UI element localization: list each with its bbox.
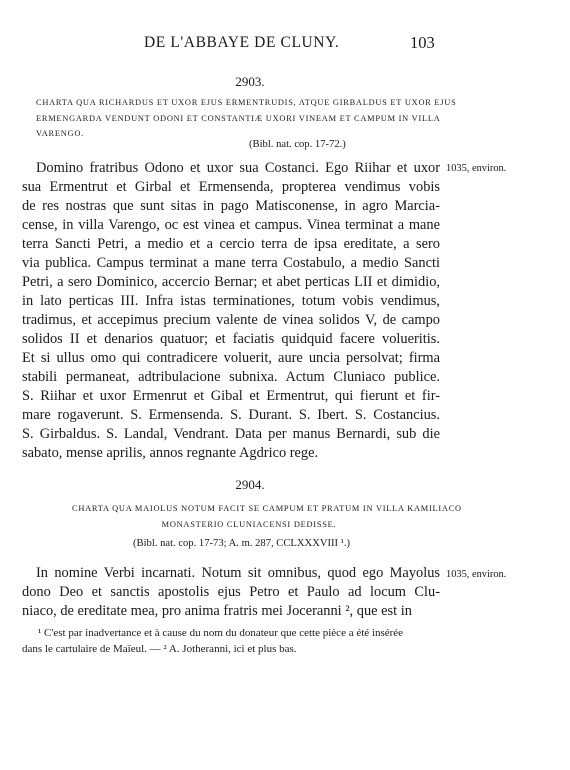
footnote-line: ¹ C'est par inadvertance et à cause du nom du donateur que cette pièce a été insérée (38, 627, 404, 639)
footnote-line: dans le cartulaire de Maïeul. — ² A. Jotheranni, ici et plus bas. (22, 643, 297, 655)
text-line: sua Ermentrut et Girbal et Ermensenda, propterea vendimus vobis (22, 179, 440, 195)
source-reference: (Bibl. nat. cop. 17-72.) (249, 139, 346, 150)
text-line: mare rogaverunt. S. Ermensenda. S. Durant. S. Ibert. S. Costancius. (22, 407, 440, 423)
text-line: solidos II et denarios quatuor; et faciatis quidquid facere volueritis. (22, 331, 440, 347)
margin-date: 1035, environ. (446, 569, 507, 580)
charter-title-line: ERMENGARDA VENDUNT ODONI ET CONSTANTIÆ UXORI VINEAM ET CAMPUM IN VILLA (36, 113, 441, 123)
text-line: via publica. Campus terminat a mane terra Costabulo, a medio Sancti (22, 255, 440, 271)
text-line: S. Girbaldus. S. Landal, Vendrant. Data per manus Bernardi, sub die (22, 426, 440, 442)
charter-title-line: CHARTA QUA MAIOLUS NOTUM FACIT SE CAMPUM ET PRATUM IN VILLA KAMILIACO (72, 504, 462, 513)
charter-text (22, 159, 440, 463)
charter-title-line: CHARTA QUA RICHARDUS ET UXOR EJUS ERMENTRUDIS, ATQUE GIRBALDUS ET UXOR EJUS (36, 98, 457, 107)
running-title: DE L'ABBAYE DE CLUNY. (144, 34, 340, 51)
text-line: Domino fratribus Odono et uxor sua Costanci. Ego Riihar et uxor (36, 160, 440, 176)
footnotes (22, 625, 404, 657)
text-line: in lato perticas III. Infra istas terminationes, totum vobis vendimus, (22, 293, 440, 309)
text-line: cense, in villa Varengo, oc est vinea et campus. Vinea terminat a mane (22, 217, 440, 233)
text-line: niaco, de ereditate mea, pro anima fratris mei Joceranni ², que est in (22, 603, 412, 619)
charter-title (72, 501, 462, 532)
charter-title (36, 95, 457, 142)
text-line: dono Deo et sanctis apostolis ejus Petro et Paulo ad locum Clu- (22, 584, 440, 600)
charter-title-line: VARENGO. (36, 129, 84, 138)
source-reference: (Bibl. nat. cop. 17-73; A. m. 287, CCLXXXVIII ¹.) (133, 538, 351, 549)
charter-number: 2904. (235, 477, 265, 492)
margin-date: 1035, environ. (446, 163, 507, 174)
charter-title-line: MONASTERIO CLUNIACENSI DEDISSE. (161, 519, 337, 529)
text-line: S. Riihar et uxor Ermenrut et Gibal et Ermentrut, qui fierunt et fir- (22, 388, 440, 404)
text-line: Petri, a sero Dominico, accercio Bernar; et abet perticas LII et dimidio, (22, 274, 440, 290)
charter-number: 2903. (235, 74, 265, 89)
text-line: Et si ullus omo qui contradicere voluerit, aure uncia persolvat; firma (22, 350, 440, 366)
text-line: terra Sancti Petri, a medio et a cercio terra de ipsa ereditate, a sero (22, 236, 440, 252)
text-line: stabili permaneat, adtribulacione subnixa. Actum Cluniaco publice. (22, 369, 440, 385)
text-line: In nomine Verbi incarnati. Notum sit omnibus, quod ego Mayolus (36, 565, 440, 581)
text-line: sabato, mense aprilis, annos regnante Agdrico rege. (22, 445, 319, 461)
text-line: tradimus, et accepimus precium valente de vinea solidos V, de campo (22, 312, 440, 328)
page-number: 103 (410, 33, 435, 52)
text-line: de res nostras que sunt sitas in pago Matisconense, in agro Marcia- (22, 198, 440, 214)
charter-text (22, 564, 440, 621)
